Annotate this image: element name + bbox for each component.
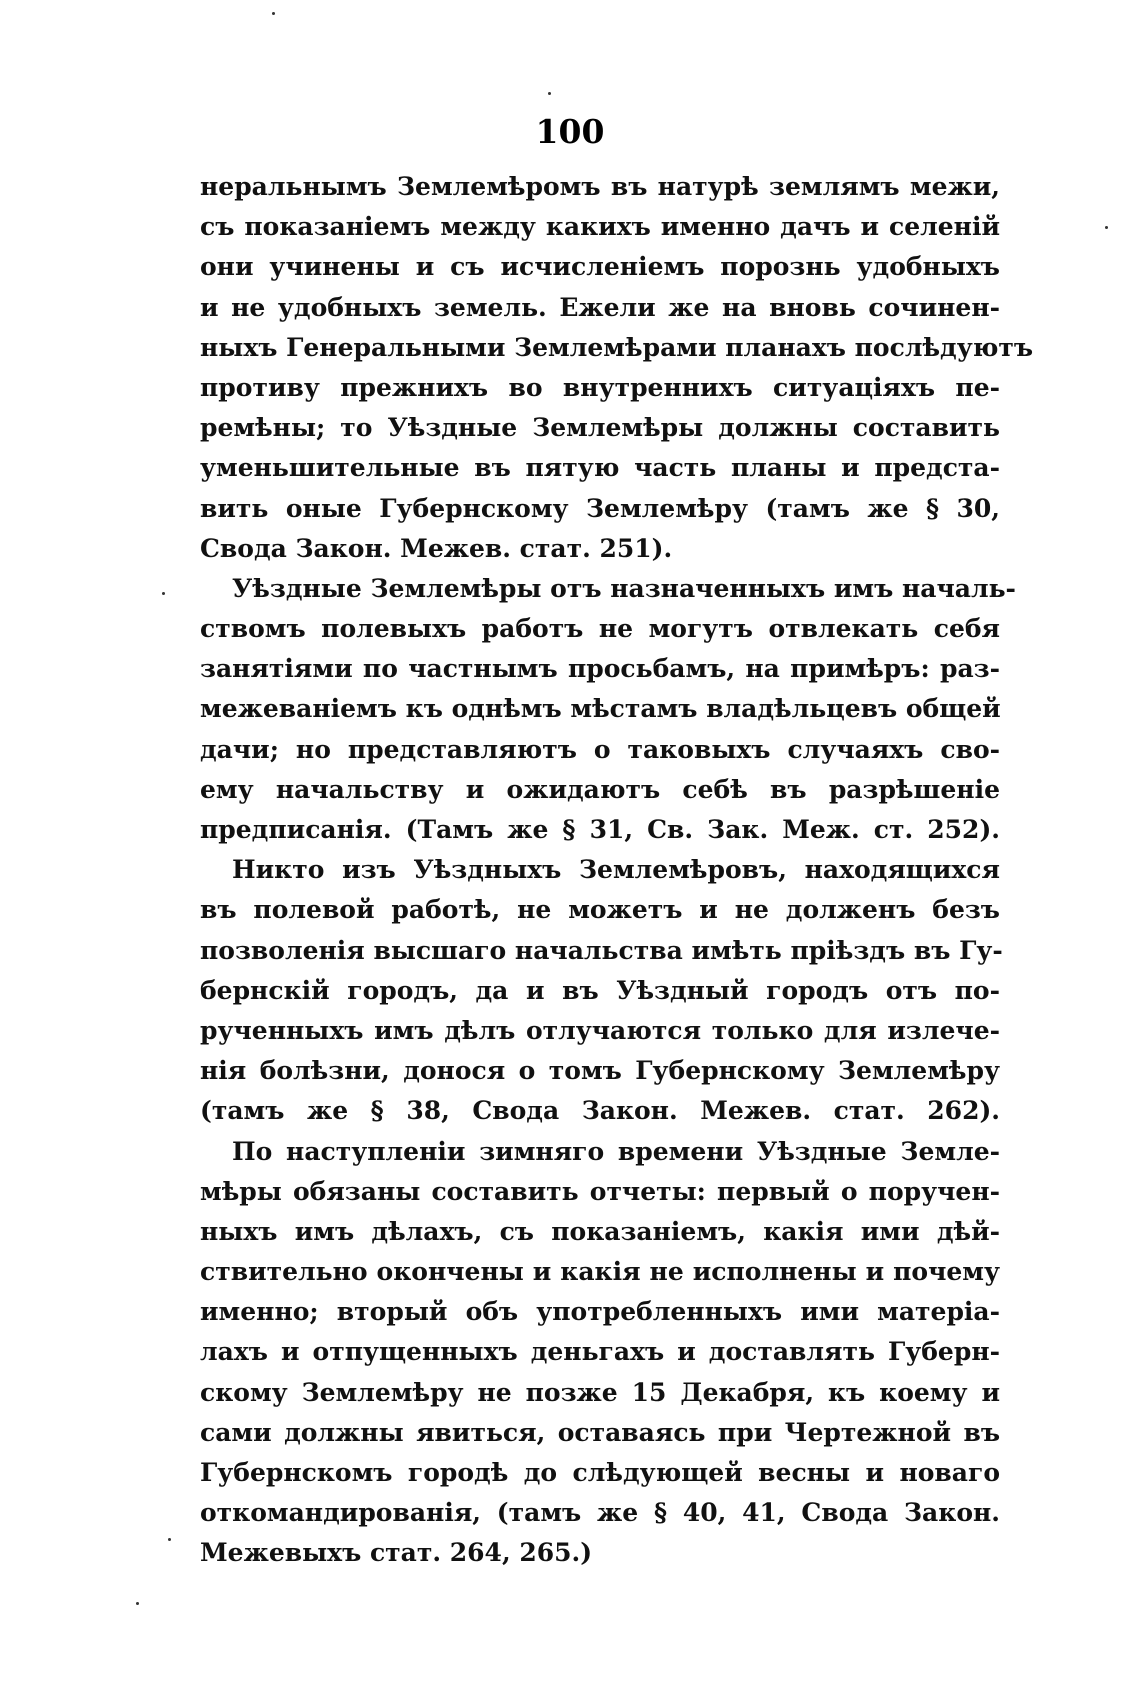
paragraph-1 [200, 167, 1034, 569]
text-line: нія болѣзни, донося о томъ Губернскому Землемѣру [200, 1056, 1000, 1086]
text-line: дачи; но представляютъ о таковыхъ случаяхъ сво- [200, 734, 1000, 764]
text-line: мѣры обязаны составить отчеты: первый о поручен- [200, 1176, 1000, 1206]
body-text [200, 167, 1034, 1574]
text-line: Свода Закон. Межев. стат. 251). [200, 533, 673, 563]
text-line: съ показаніемъ между какихъ именно дачъ и селеній [200, 212, 1000, 242]
text-line: ему начальству и ожидаютъ себѣ въ разрѣшеніе [200, 774, 1000, 804]
page-number: 100 [535, 112, 605, 151]
text-line: скому Землемѣру не позже 15 Декабря, къ коему и [200, 1377, 1000, 1407]
paragraph-4 [200, 1132, 1000, 1574]
text-line: вить оные Губернскому Землемѣру (тамъ же § 30, [200, 493, 1000, 523]
text-line: неральнымъ Землемѣромъ въ натурѣ землямъ межи, [200, 172, 1000, 201]
text-line: ремѣны; то Уѣздные Землемѣры должны составить [200, 413, 1000, 443]
text-line: уменьшительные въ пятую часть планы и предста- [200, 453, 1000, 483]
text-line: (тамъ же § 38, Свода Закон. Межев. стат. 262). [200, 1096, 1000, 1126]
paragraph-2 [200, 569, 1016, 850]
text-line: откомандированія, (тамъ же § 40, 41, Свода Закон. [200, 1498, 1000, 1528]
scan-speck [168, 1538, 171, 1541]
text-line: Уѣздные Землемѣры отъ назначенныхъ имъ началь- [232, 573, 1016, 603]
text-line: ствительно окончены и какія не исполнены и почему [200, 1257, 1000, 1287]
text-line: Межевыхъ стат. 264, 265.) [200, 1538, 593, 1568]
text-line: бернскій городъ, да и въ Уѣздный городъ отъ по- [200, 975, 1000, 1005]
text-line: лахъ и отпущенныхъ деньгахъ и доставлять Губерн- [200, 1337, 1000, 1367]
text-line: и не удобныхъ земель. Ежели же на вновь сочинен- [200, 292, 1000, 322]
text-line: позволенія высшаго начальства имѣть пріѣздъ въ Гу- [200, 935, 1003, 965]
text-line: межеваніемъ къ однѣмъ мѣстамъ владѣльцевъ общей [200, 694, 1001, 724]
text-line: рученныхъ имъ дѣлъ отлучаются только для излече- [200, 1015, 1000, 1045]
scan-speck [1105, 226, 1108, 229]
scan-speck [162, 592, 165, 595]
text-line: По наступленіи зимняго времени Уѣздные Земле- [232, 1136, 1000, 1166]
scan-speck [548, 92, 551, 95]
text-line: сами должны явиться, оставаясь при Чертежной въ [200, 1417, 1000, 1447]
text-line: Никто изъ Уѣздныхъ Землемѣровъ, находящихся [232, 855, 1000, 885]
text-line: противу прежнихъ во внутреннихъ ситуаціяхъ пе- [200, 372, 1000, 402]
text-line: ныхъ имъ дѣлахъ, съ показаніемъ, какія ими дѣй- [200, 1216, 1000, 1246]
text-line: они учинены и съ исчисленіемъ порознь удобныхъ [200, 252, 1000, 282]
paragraph-3 [200, 850, 1003, 1131]
text-line: предписанія. (Тамъ же § 31, Св. Зак. Меж. ст. 252). [200, 815, 1000, 844]
text-line: Губернскомъ городѣ до слѣдующей весны и новаго [200, 1458, 1000, 1487]
text-line: ствомъ полевыхъ работъ не могутъ отвлекать себя [200, 614, 1000, 644]
scan-speck [136, 1602, 139, 1605]
text-line: въ полевой работѣ, не можетъ и не долженъ безъ [200, 895, 1000, 925]
text-line: ныхъ Генеральными Землемѣрами планахъ послѣдуютъ [200, 332, 1034, 362]
text-line: именно; вторый объ употребленныхъ ими матеріа- [200, 1297, 1000, 1327]
text-line: занятіями по частнымъ просьбамъ, на примѣръ: раз- [200, 654, 1000, 684]
scan-speck [272, 12, 275, 15]
